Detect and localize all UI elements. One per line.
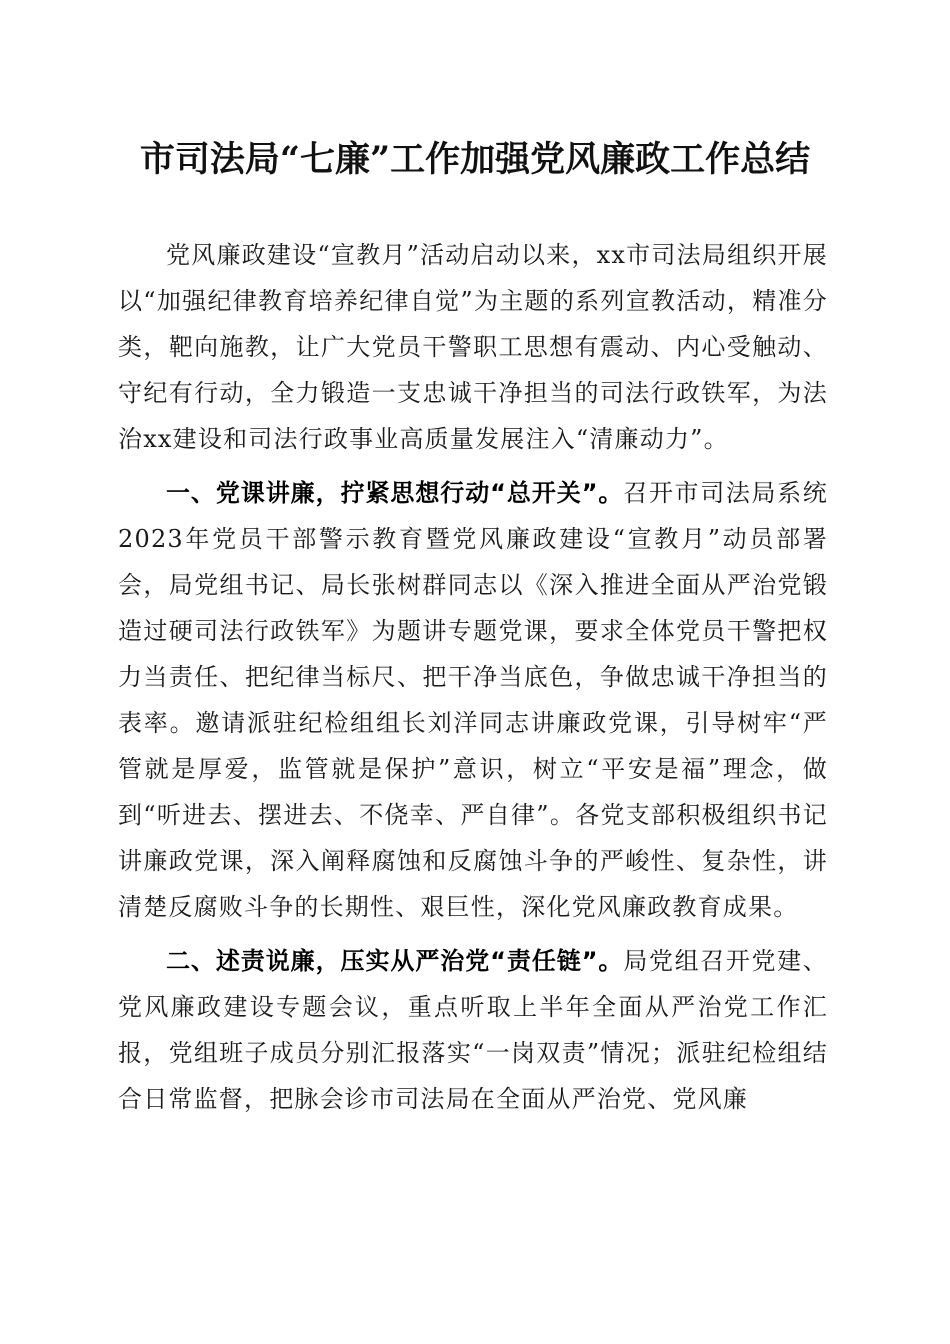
- document-title: 市司法局“七廉”工作加强党风廉政工作总结: [139, 139, 811, 180]
- document-body: [118, 232, 828, 1122]
- section-1-heading: 一、党课讲廉，拧紧思想行动“总开关”。: [166, 479, 624, 507]
- section-2-heading: 二、述责说廉，压实从严治党“责任链”。: [166, 947, 624, 975]
- section-2-text: 局党组召开党建、党风廉政建设专题会议，重点听取上半年全面从严治党工作汇报，党组班子成员分别汇报落实“一岗双责”情况；派驻纪检组结合日常监督，把脉会诊市司法局在全面从严治党、党风廉: [118, 947, 828, 1113]
- paragraph-section-2: [118, 938, 828, 1122]
- section-1-text: 召开市司法局系统2023年党员干部警示教育暨党风廉政建设“宣教月”动员部署会，局党组书记、局长张树群同志以《深入推进全面从严治党锻造过硬司法行政铁军》为题讲专题党课，要求全体党员干警把权力当责任、把纪律当标尺、把干净当底色，争做忠诚干净担当的表率。邀请派驻纪检组组长刘洋同志讲廉政党课，引导树牢“严管就是厚爱，监管就是保护”意识，树立“平安是福”理念，做到“听进去、摆进去、不侥幸、严自律”。各党支部积极组织书记讲廉政党课，深入阐释腐蚀和反腐蚀斗争的严峻性、复杂性，讲清楚反腐败斗争的长期性、艰巨性，深化党风廉政教育成果。: [118, 479, 828, 921]
- paragraph-intro-text: 党风廉政建设“宣教月”活动启动以来，xx市司法局组织开展以“加强纪律教育培养纪律自觉”为主题的系列宣教活动，精准分类，靶向施教，让广大党员干警职工思想有震动、内心受触动、守纪有行动，全力锻造一支忠诚干净担当的司法行政铁军，为法治xx建设和司法行政事业高质量发展注入“清廉动力”。: [118, 241, 828, 453]
- paragraph-section-1: [118, 470, 828, 930]
- paragraph-intro: [118, 232, 828, 462]
